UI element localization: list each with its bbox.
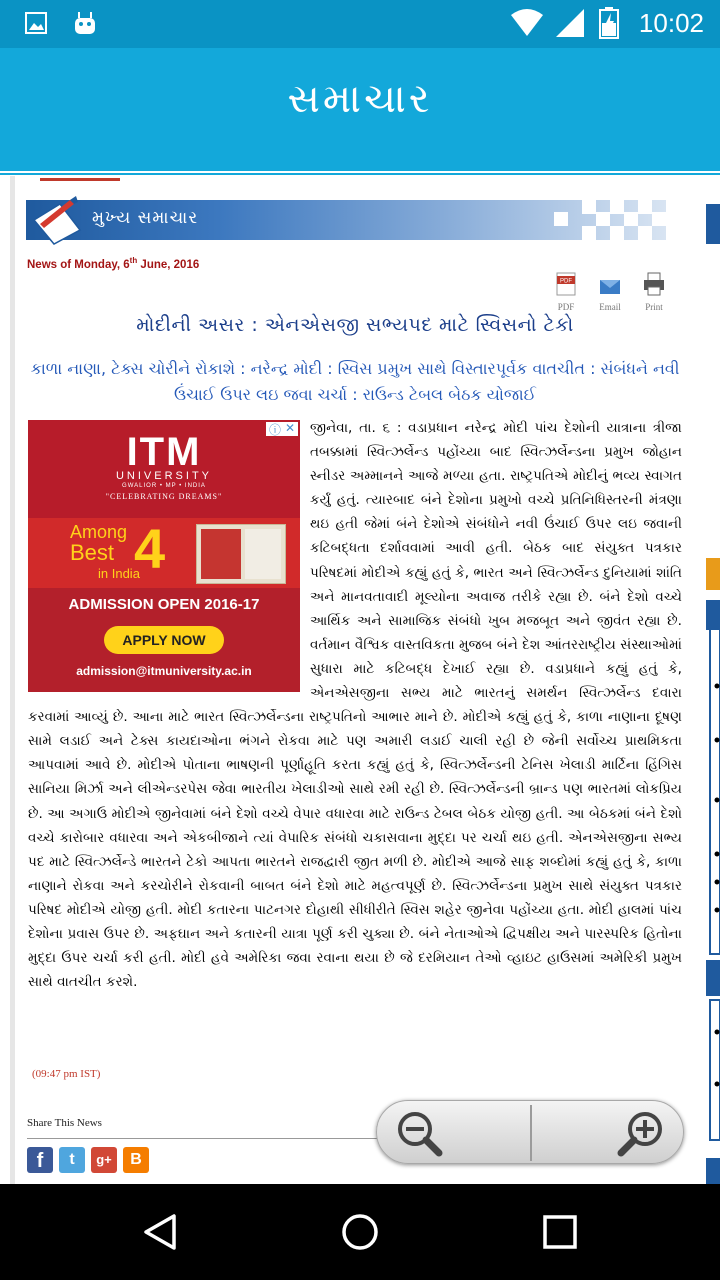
image-icon — [24, 10, 48, 36]
blogger-icon[interactable]: B — [123, 1147, 149, 1173]
app-title: સમાચાર — [287, 76, 433, 122]
share-label: Share This News — [27, 1117, 102, 1129]
ad-apply-button[interactable]: APPLY NOW — [104, 626, 224, 654]
status-bar — [0, 0, 720, 48]
zoom-in-icon[interactable] — [611, 1107, 671, 1159]
back-icon[interactable] — [136, 1208, 184, 1256]
ad-choices-button[interactable] — [266, 422, 298, 436]
print-label: Print — [645, 302, 663, 312]
google-plus-icon[interactable]: g+ — [91, 1147, 117, 1173]
ad-email: admission@itmuniversity.ac.in — [76, 664, 252, 678]
app-bar-divider-thin — [0, 173, 720, 175]
android-icon — [72, 10, 98, 36]
news-date-suffix: June, 2016 — [137, 258, 200, 271]
headline: મોદીની અસર : એનએસજી સભ્યપદ માટે સ્વિસનો ટેકો — [136, 314, 574, 336]
banner-label: મુખ્ય સમાચાર — [92, 208, 199, 228]
twitter-icon[interactable]: t — [59, 1147, 85, 1173]
pdf-label: PDF — [557, 302, 575, 312]
news-date-sup: th — [129, 256, 138, 265]
adjacent-page-edge — [706, 204, 720, 1184]
news-date-prefix: News of Monday, 6 — [27, 258, 130, 271]
ad-rank: 4 — [134, 517, 166, 580]
pdf-button[interactable] — [546, 272, 586, 312]
ad-close-icon: ✕ — [285, 421, 296, 435]
advertisement[interactable] — [28, 420, 300, 692]
home-icon[interactable] — [336, 1208, 384, 1256]
article-time: (09:47 pm IST) — [32, 1068, 101, 1080]
pencil-paper-icon — [30, 194, 84, 246]
ad-info-icon: ⓘ — [269, 423, 282, 437]
ad-magazine-image — [196, 524, 286, 584]
ad-admission: ADMISSION OPEN 2016-17 — [68, 596, 260, 613]
print-icon — [643, 272, 665, 296]
pdf-icon — [555, 272, 577, 296]
ad-tagline: "CELEBRATING DREAMS" — [105, 492, 223, 501]
red-tab-marker — [40, 178, 120, 181]
ad-best: Best — [70, 540, 115, 565]
main-news-banner — [26, 200, 666, 240]
webview[interactable] — [0, 176, 720, 1184]
ad-header — [28, 420, 300, 518]
article-text: જીનેવા, તા. ૬ : વડાપ્રધાન નરેન્દ્ર મોદી પાંચ દેશોની યાત્રાના ત્રીજા તબક્કામાં સ્વિત્ઝર્લેન્ડ પહોંચ્યા બાદ સ્વિત્ઝર્લેન્ડના પ્રમુખ જોહાન સ્નીડર અમ્માનને આજે મળ્યા હતા. રાષ્ટ્રપતિએ મોદીનું ભવ્ય સ્વાગત કર્યું હતું. ત્યારબાદ બંને દેશોના પ્રમુખો વચ્ચે પ્રતિનિધિસ્તરની મંત્રણા થઇ હતી જેમાં બંને દેશોએ સંબંધોને નવી ઉંચાઈ ઉપર લઇ જવાની કટિબદ્ધતા દર્શાવવામાં આવી હતી. બેઠક બાદ સંયુક્ત પત્રકાર પરિષદમાં મોદીએ કહ્યું હતું કે, ભારત અને સ્વિત્ઝર્લેન્ડ દુનિયામાં શાંતિ અને માનવતાવાદી મૂલ્યોના અવાજ તરીકે રહ્યા છે. બંને દેશો વચ્ચે આર્થિક અને સામાજિક સંબંધો ખુબ મજબૂત અને જીવંત રહ્યા છે. વર્તમાન વૈશ્વિક વાસ્તવિકતા મુજબ બંને દેશ આંતરરાષ્ટ્રીય સંસ્થાઓમાં સુધારા માટે કટિબદ્ધ દેખાઈ રહ્યા છે. વડાપ્રધાને કહ્યું હતું કે, એનએસજીના સભ્ય માટે ભારતનું સમર્થન સ્વિત્ઝર્લેન્ડ દવારા કરવામાં આવ્યું છે. આના માટે ભારત સ્વિત્ઝર્લેન્ડના રાષ્ટ્રપતિનો આભાર માને છે. મોદીએ કહ્યું હતું કે, કાળા નાણાના દૂષણ સામે લડાઈ અને ટેક્સ કાયદાઓના ભંગને રોકવા માટે પણ અમારી લડાઈ ચાલી રહી છે જેની સર્વોચ્ચ પ્રાથમિકતા આપવામાં આવે છે. મોદીએ પોતાના ભાષણની પૂર્ણાહૂતિ કરતા કહ્યું હતું કે, સ્વિત્ઝર્લેન્ડની ટેનિસ ખેલાડી માર્ટિના હિંગિસ સાનિયા મિર્ઝા અને લીએન્ડરપેસ જેવા ભારતીય ખેલાડીઓ સાથે રમી રહી છે. સ્વિત્ઝર્લેન્ડની બ્રાન્ડ પણ ભારતમાં લોકપ્રિય છે. આ અગાઉ મોદીએ જીનેવામાં બંને દેશો વચ્ચે વેપાર વધારવા માટે રાઉન્ડ ટેબલ બેઠક યોજી હતી. આ બેઠકમાં બંને દેશો વચ્ચે કારોબાર વધારવા અને એકબીજાને ત્યાં વેપારિક સંબંધો ચકાસવાના મુદ્દા પર ચર્ચા થઇ હતી. એનએસજીના સભ્ય પદ માટે સ્વિત્ઝર્લેન્ડે ભારતને ટેકો આપતા ભારતને રાજદ્વારી જીત મળી છે. મોદીએ આજે સાફ શબ્દોમાં કહ્યું હતું કે, કાળા નાણાને રોકવા અને કરચોરીને રોકવાની બાબત બંને દેશો માટે મહત્વપૂર્ણ છે. સ્વિત્ઝર્લેન્ડના પ્રમુખ સાથે સંયુક્ત પત્રકાર પરિષદ મોદીએ યોજી હતી. મોદી કતારના પાટનગર દોહાથી સીધીરીતે સ્વિસ શહેર જીનેવા પહોંચ્યા હતા. મોદી હાલમાં પાંચ દેશોના પ્રવાસ ઉપર છે. અફઘાન અને કતારની યાત્રા પૂર્ણ કરી ચુક્યા છે. બંને નેતાઓએ દ્વિપક્ષીય અને પારસ્પરિક હિતોના મુદ્દા ઉપર ચર્ચા કરી હતી. મોદી હવે અમેરિકા જવા રવાના થયા છે જે દરમિયાન તેઓ વ્હાઇટ હાઉસમાં અમેરિકી પ્રમુખ સાથે વાતચીત કરશે. — [28, 420, 682, 991]
app-bar-divider — [0, 168, 720, 171]
ad-in-india: in India — [98, 566, 140, 581]
left-page-edge — [10, 176, 15, 1184]
battery-icon — [598, 7, 620, 39]
zoom-out-icon[interactable] — [391, 1107, 451, 1159]
subheadline: કાળા નાણા, ટેક્સ ચોરીને રોકાશે : નરેન્દ્ર મોદી : સ્વિસ પ્રમુખ સાથે વિસ્તારપૂર્વક વાતચીત : સંબંધને નવી ઉંચાઈ ઉપર લઇ જવા ચર્ચા : રાઉન્ડ ટેબલ બેઠક યોજાઈ — [30, 359, 680, 404]
app-bar — [0, 48, 720, 168]
email-icon — [599, 272, 621, 296]
svg-text:PDF: PDF — [560, 278, 572, 285]
zoom-divider — [530, 1105, 532, 1161]
facebook-icon[interactable]: f — [27, 1147, 53, 1173]
email-label: Email — [599, 302, 621, 312]
navigation-bar — [0, 1184, 720, 1280]
ad-university: UNIVERSITY — [115, 470, 212, 482]
ad-brand: ITM — [126, 430, 202, 474]
signal-icon — [556, 9, 584, 37]
print-button[interactable] — [634, 272, 674, 312]
clock: 10:02 — [638, 8, 704, 38]
ad-locations: GWALIOR • MP • INDIA — [122, 483, 206, 489]
share-divider — [27, 1138, 387, 1139]
zoom-controls — [376, 1100, 684, 1164]
news-date — [27, 256, 199, 271]
recents-icon[interactable] — [536, 1208, 584, 1256]
wifi-icon — [510, 9, 544, 37]
ad-among: Among — [70, 522, 128, 542]
email-button[interactable] — [590, 272, 630, 312]
ad-ranking — [28, 518, 300, 588]
banner-pattern — [554, 200, 666, 240]
